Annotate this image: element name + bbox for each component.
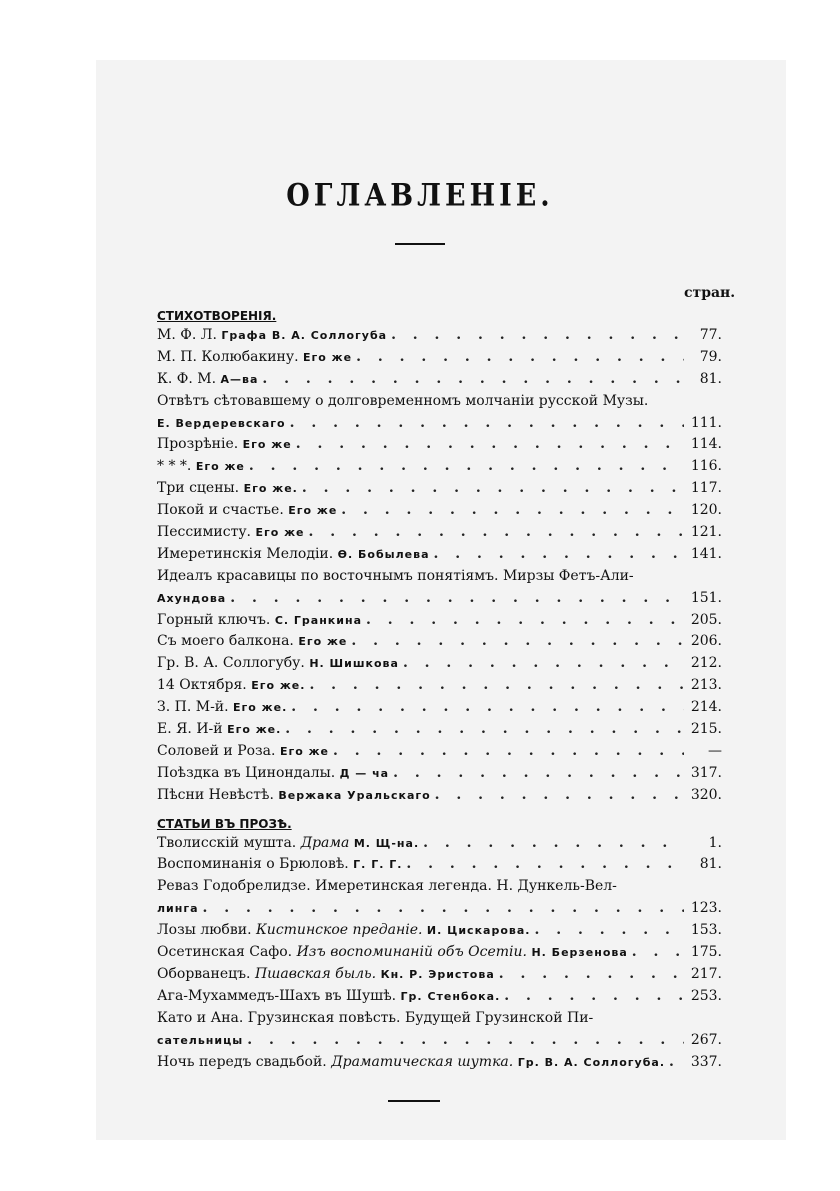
entry-title <box>157 833 419 855</box>
entry-title <box>157 675 305 697</box>
page-number: 337. <box>690 1053 722 1070</box>
leader-dots <box>203 898 684 920</box>
entry-title <box>157 456 245 478</box>
entry-first-line: Отвѣтъ сѣтовавшему о долговременномъ молчаніи русской Музы. <box>157 392 649 409</box>
page-number: 317. <box>690 764 722 781</box>
entry-title <box>157 369 258 391</box>
entry-author: Ахундова <box>157 591 227 605</box>
entry-author: Его же <box>242 438 292 452</box>
page-number: 215. <box>690 721 722 738</box>
entry-title <box>157 413 286 435</box>
entry-title <box>157 785 431 807</box>
toc-entry <box>157 610 722 632</box>
toc-entry <box>157 566 722 610</box>
leader-dots <box>285 719 684 741</box>
page-number: 141. <box>690 545 722 562</box>
entry-title <box>157 544 430 566</box>
entry-title <box>157 942 628 964</box>
entry-title-text: Поѣздка въ Цинондалы. <box>157 764 340 781</box>
toc-entry <box>157 964 722 986</box>
entry-title-text: Горный ключъ. <box>157 611 275 628</box>
page-number: — <box>708 742 722 759</box>
leader-dots <box>366 610 684 632</box>
toc-entry <box>157 833 722 855</box>
entry-author: Его же. <box>227 723 282 737</box>
page-number: 81. <box>699 370 722 387</box>
page-number: 175. <box>690 944 722 961</box>
leader-dots <box>423 833 684 855</box>
toc-entry <box>157 522 722 544</box>
toc-entry <box>157 478 722 500</box>
toc-entry <box>157 1052 722 1074</box>
entry-title-text: Воспоминанія о Брюловѣ. <box>157 856 354 873</box>
entry-title <box>157 964 495 986</box>
entry-title <box>157 986 500 1008</box>
entry-title <box>157 434 292 456</box>
section-heading: СТАТЬИ ВЪ ПРОЗѢ. <box>157 816 292 831</box>
leader-dots <box>435 785 684 807</box>
leader-dots <box>499 964 684 986</box>
entry-author: Н. Берзенова <box>531 946 628 960</box>
leader-dots <box>403 653 684 675</box>
toc-entry <box>157 763 722 785</box>
leader-dots <box>393 763 684 785</box>
entry-title-text: Лозы любви. <box>157 922 256 939</box>
entry-title-text: Пѣсни Невѣстѣ. <box>157 786 279 803</box>
leader-dots <box>504 986 684 1008</box>
toc-entry <box>157 741 722 763</box>
entry-title-text: Имеретинскія Мелодіи. <box>157 545 338 562</box>
entry-title <box>157 522 305 544</box>
page-number: 81. <box>699 856 722 873</box>
entry-subtitle: Изъ воспоминаній объ Осетіи. <box>296 944 532 961</box>
leader-dots <box>302 478 684 500</box>
toc-entry <box>157 942 722 964</box>
page-number: 114. <box>690 436 722 453</box>
page-number: 267. <box>690 1031 722 1048</box>
leader-dots <box>534 920 684 942</box>
entry-title <box>157 653 399 675</box>
page-number: 79. <box>699 348 722 365</box>
entry-author: Его же <box>195 460 245 474</box>
page-number: 212. <box>690 655 722 672</box>
leader-dots <box>262 369 684 391</box>
entry-first-line: Като и Ана. Грузинская повѣсть. Будущей Грузинской Пи- <box>157 1009 594 1026</box>
entry-title <box>157 347 352 369</box>
entry-title <box>157 610 362 632</box>
leader-dots <box>669 1052 684 1074</box>
toc-entry <box>157 456 722 478</box>
entry-author: Его же <box>288 504 338 518</box>
toc-entry <box>157 325 722 347</box>
toc-entry <box>157 434 722 456</box>
entry-title-text: К. Ф. М. <box>157 370 221 387</box>
entry-subtitle: Драматическая шутка. <box>331 1053 518 1070</box>
entry-title-text: Осетинская Сафо. <box>157 944 297 961</box>
entry-author: Н. Шишкова <box>309 657 399 671</box>
leader-dots <box>391 325 684 347</box>
toc-entry <box>157 697 722 719</box>
entry-subtitle: Пшавская быль. <box>254 965 381 982</box>
entry-author: Гр. В. А. Соллогуба. <box>517 1055 665 1069</box>
table-of-contents <box>157 303 722 1073</box>
entry-author: С. Гранкина <box>274 613 362 627</box>
toc-entry <box>157 986 722 1008</box>
entry-author: Графа В. А. Соллогуба <box>221 329 388 342</box>
entry-author: Его же <box>255 526 305 540</box>
entry-first-line: Идеалъ красавицы по восточнымъ понятіямъ. Мирзы Фетъ-Али- <box>157 567 634 584</box>
entry-title-text: Соловей и Роза. <box>157 742 280 759</box>
toc-entry <box>157 920 722 942</box>
entry-title-text: Гр. В. А. Соллогубу. <box>157 655 310 672</box>
entry-title <box>157 1030 243 1052</box>
page-column-label: стран. <box>684 285 736 301</box>
entry-author: Его же <box>303 350 353 364</box>
toc-entry <box>157 785 722 807</box>
section-heading: СТИХОТВОРЕНІЯ. <box>157 309 277 323</box>
leader-dots <box>296 434 684 456</box>
leader-dots <box>351 631 684 653</box>
page-number: 77. <box>699 327 722 343</box>
entry-author: Его же <box>279 744 329 758</box>
end-rule <box>388 1100 440 1102</box>
entry-author: Его же <box>298 635 348 649</box>
page-number: 151. <box>690 589 722 606</box>
entry-title <box>157 854 402 876</box>
toc-entry <box>157 391 722 435</box>
entry-title-text: * * *. <box>157 458 196 475</box>
leader-dots <box>247 1030 684 1052</box>
entry-title-text: М. Ф. Л. <box>157 327 222 343</box>
entry-title <box>157 697 287 719</box>
entry-author: Его же. <box>251 679 306 693</box>
entry-author: Кн. Р. Эристова <box>380 967 495 981</box>
page-number: 320. <box>690 786 722 803</box>
toc-entry <box>157 500 722 522</box>
toc-entry <box>157 854 722 876</box>
entry-title-text: Три сцены. <box>157 480 244 497</box>
entry-title-text: Прозрѣніе. <box>157 436 243 453</box>
entry-title <box>157 719 281 741</box>
entry-subtitle: Драма <box>300 834 354 851</box>
page-number: 111. <box>690 414 722 431</box>
entry-title <box>157 898 199 920</box>
entry-title-text: Ага-Мухаммедъ-Шахъ въ Шушѣ. <box>157 987 401 1004</box>
entry-title-text: З. П. М-й. <box>157 699 234 716</box>
entry-title-text: 14 Октября. <box>157 677 252 694</box>
title-rule <box>395 243 445 245</box>
entry-author: М. Щ-на. <box>353 836 420 850</box>
entry-author: Ѳ. Бобылева <box>337 547 430 561</box>
leader-dots <box>230 588 684 610</box>
entry-author: А—ва <box>220 372 259 386</box>
entry-author: Вержака Уральскаго <box>278 788 431 802</box>
entry-title <box>157 631 347 653</box>
leader-dots <box>249 456 684 478</box>
entry-author: Д — ча <box>339 766 390 780</box>
page-number: 117. <box>690 480 722 497</box>
entry-author: Е. Вердеревскаго <box>157 416 286 430</box>
leader-dots <box>406 854 684 876</box>
page-number: 123. <box>690 900 722 917</box>
page-number: 213. <box>690 677 722 694</box>
page-number: 214. <box>690 699 722 716</box>
leader-dots <box>632 942 684 964</box>
entry-title <box>157 588 226 610</box>
leader-dots <box>341 500 684 522</box>
leader-dots <box>434 544 684 566</box>
entry-author: И. Цискарова. <box>426 924 531 938</box>
entry-title <box>157 920 530 942</box>
page-number: 153. <box>690 922 722 939</box>
page-number: 206. <box>690 633 722 650</box>
page-number: 116. <box>690 458 722 475</box>
toc-entry <box>157 719 722 741</box>
entry-author: Его же. <box>243 482 298 496</box>
entry-title-text: Оборванецъ. <box>157 965 255 982</box>
entry-first-line: Реваз Годобрелидзе. Имеретинская легенда. Н. Дункель-Вел- <box>157 878 617 895</box>
entry-title-text: М. П. Колюбакину. <box>157 348 304 365</box>
leader-dots <box>333 741 684 763</box>
leader-dots <box>309 522 684 544</box>
entry-title-text: Покой и счастье. <box>157 502 289 519</box>
toc-entry <box>157 876 722 920</box>
entry-author: Его же. <box>233 701 288 715</box>
toc-entry <box>157 347 722 369</box>
leader-dots <box>291 697 684 719</box>
entry-subtitle: Кистинское преданіе. <box>255 922 427 939</box>
entry-author: сательницы <box>157 1033 244 1047</box>
page-number: 205. <box>690 611 722 628</box>
toc-entry <box>157 675 722 697</box>
entry-title-text: Е. Я. И-й <box>157 721 228 738</box>
toc-entry <box>157 369 722 391</box>
entry-author: линга <box>157 902 199 916</box>
page-number: 217. <box>690 965 722 982</box>
toc-entry <box>157 653 722 675</box>
entry-title-text: Ночь передъ свадьбой. <box>157 1053 332 1070</box>
entry-author: Гр. Стенбока. <box>400 989 501 1003</box>
toc-entry <box>157 1008 722 1052</box>
entry-title <box>157 1052 665 1074</box>
entry-title <box>157 500 337 522</box>
page-number: 120. <box>690 502 722 519</box>
page-number: 253. <box>690 987 722 1004</box>
entry-title-text: Пессимисту. <box>157 524 256 541</box>
leader-dots <box>309 675 684 697</box>
entry-title-text: Съ моего балкона. <box>157 633 299 650</box>
entry-title <box>157 741 329 763</box>
entry-title <box>157 325 387 347</box>
entry-title-text: Тволисскій мушта. <box>157 834 301 851</box>
leader-dots <box>290 413 684 435</box>
page-number: 121. <box>690 524 722 541</box>
entry-title <box>157 478 298 500</box>
leader-dots <box>356 347 684 369</box>
entry-author: Г. Г. Г. <box>353 858 403 872</box>
toc-entry <box>157 631 722 653</box>
entry-title <box>157 763 389 785</box>
page-title: ОГЛАВЛЕНІЕ. <box>286 177 554 214</box>
page-number: 1. <box>708 834 722 851</box>
toc-entry <box>157 544 722 566</box>
